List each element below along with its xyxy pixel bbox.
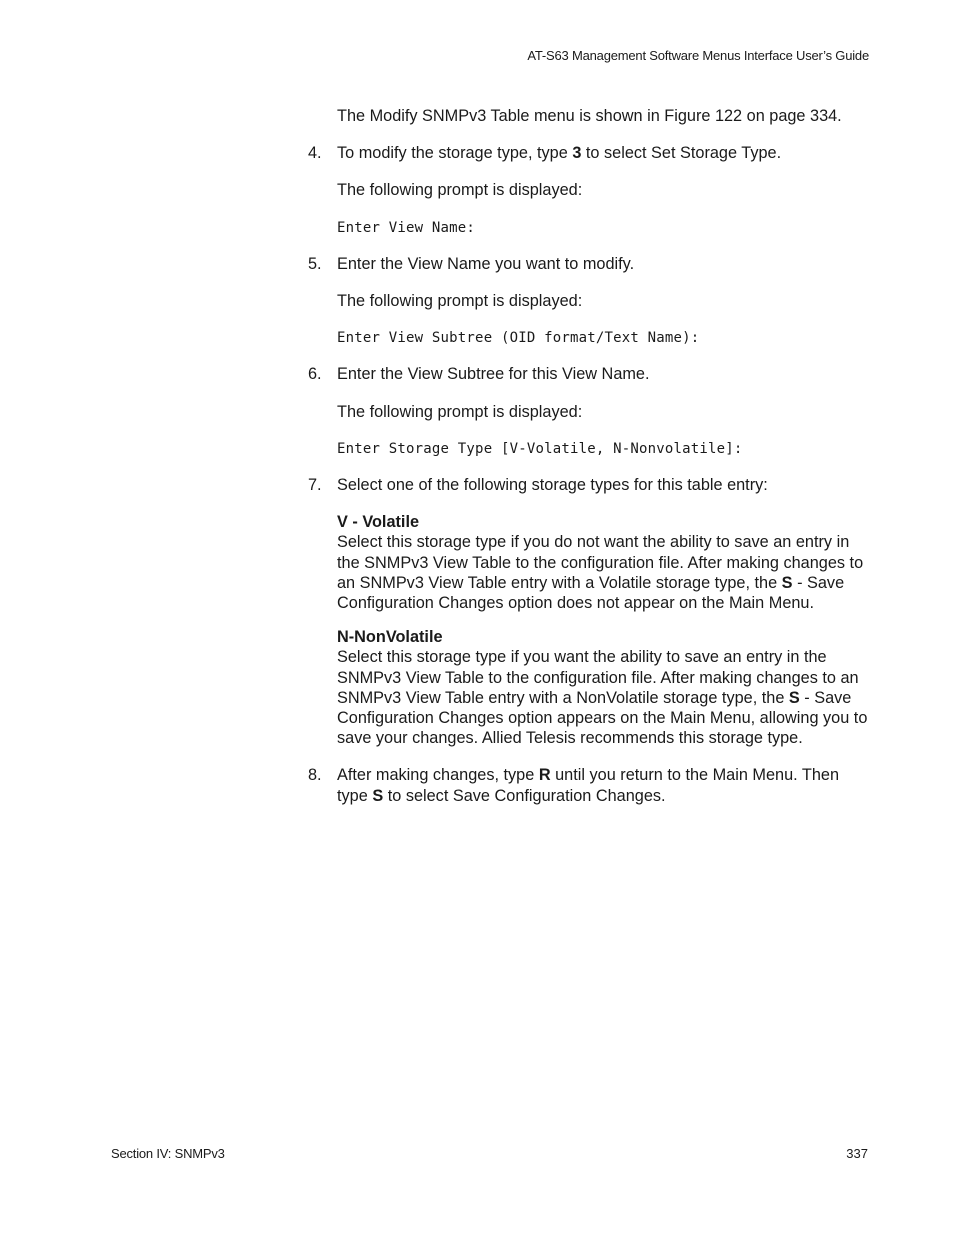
footer-section: Section IV: SNMPv3 <box>111 1146 225 1161</box>
option-volatile <box>337 512 873 613</box>
step-text: Enter the View Name you want to modify. <box>337 254 635 273</box>
option-nonvolatile <box>337 627 873 748</box>
step-8 <box>308 765 873 805</box>
step-number: 8. <box>308 766 322 785</box>
intro-paragraph: The Modify SNMPv3 Table menu is shown in Figure 122 on page 334. <box>337 107 842 125</box>
step-number: 7. <box>308 476 322 495</box>
step-number: 5. <box>308 254 322 273</box>
option-description: Select this storage type if you want the ability to save an entry in the SNMPv3 View Table to the configuration file. After making changes to an SNMPv3 View Table entry with a NonVolatile storage type, the S - Save Configuration Changes option appears on the Main Menu, allowing you to save your changes. Allied Telesis recommends this storage type. <box>337 648 868 748</box>
option-title: N-NonVolatile <box>337 628 443 647</box>
step-number: 4. <box>308 144 322 163</box>
prompt-label: The following prompt is displayed: <box>337 181 583 200</box>
prompt-label: The following prompt is displayed: <box>337 402 583 421</box>
prompt-label: The following prompt is displayed: <box>337 292 583 311</box>
running-header: AT-S63 Management Software Menus Interface User’s Guide <box>527 48 869 63</box>
prompt-storage-type: Enter Storage Type [V-Volatile, N-Nonvolatile]: <box>337 440 743 457</box>
option-title: V - Volatile <box>337 513 420 532</box>
document-body <box>308 106 873 823</box>
step-5 <box>308 254 873 274</box>
step-7 <box>308 475 873 495</box>
step-text: To modify the storage type, type 3 to select Set Storage Type. <box>337 144 782 163</box>
step-text: Select one of the following storage types for this table entry: <box>337 476 768 495</box>
option-description: Select this storage type if you do not want the ability to save an entry in the SNMPv3 View Table to the configuration file. After making changes to an SNMPv3 View Table entry with a Volatile storage type, the S - Save Configuration Changes option does not appear on the Main Menu. <box>337 533 864 613</box>
step-6 <box>308 364 873 384</box>
step-4 <box>308 143 873 163</box>
step-number: 6. <box>308 365 322 384</box>
prompt-view-name: Enter View Name: <box>337 219 476 236</box>
step-text: After making changes, type R until you return to the Main Menu. Then type S to select Save Configuration Changes. <box>337 766 839 805</box>
prompt-view-subtree: Enter View Subtree (OID format/Text Name): <box>337 330 700 347</box>
page-number: 337 <box>846 1146 868 1161</box>
step-text: Enter the View Subtree for this View Name. <box>337 365 650 384</box>
